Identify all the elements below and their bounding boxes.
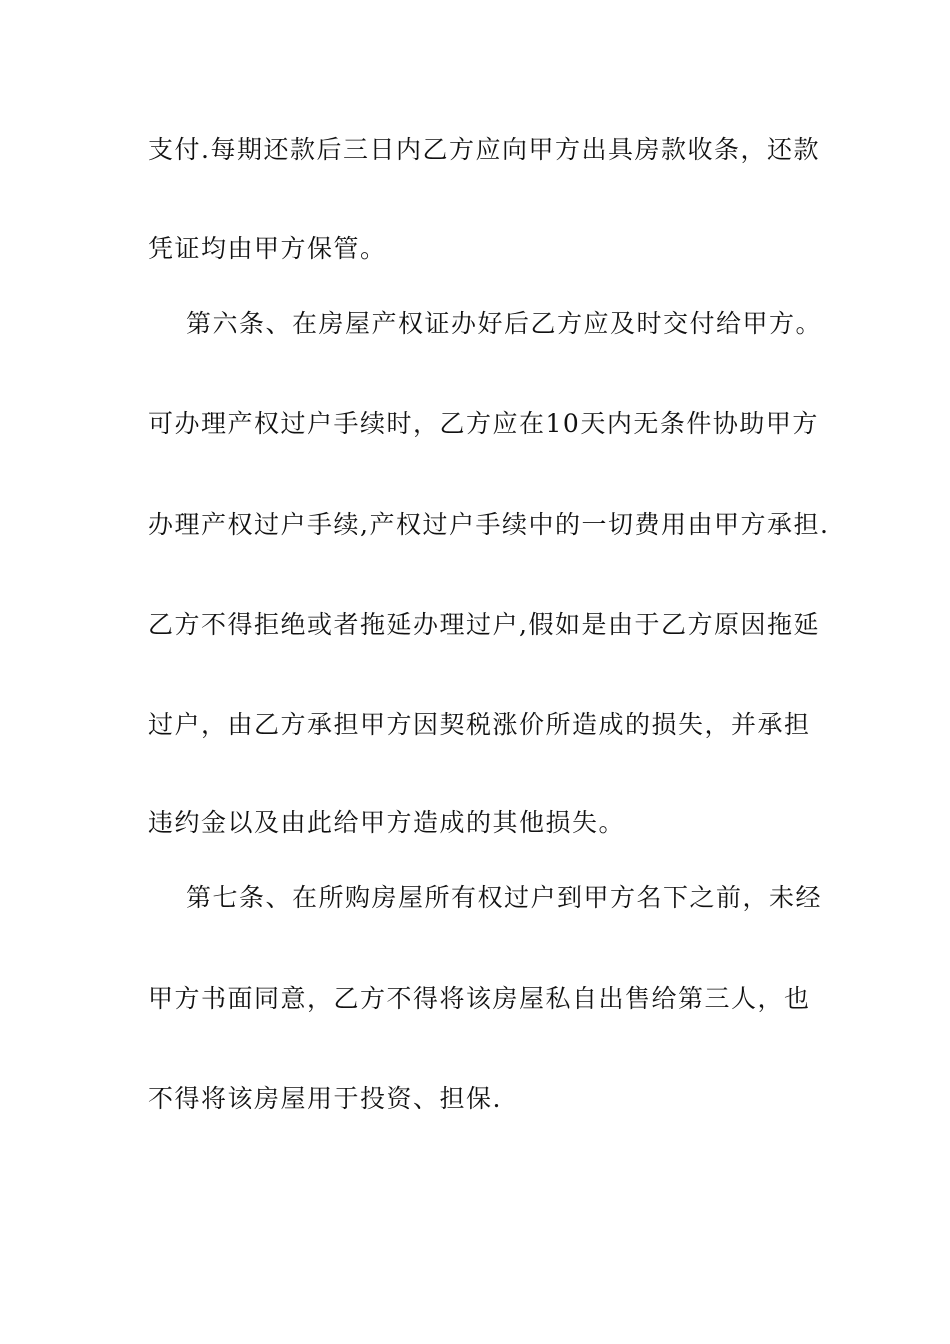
article-6-line-1: 第六条、在房屋产权证办好后乙方应及时交付给甲方。 [186, 309, 823, 338]
article-7-line-1: 第七条、在所购房屋所有权过户到甲方名下之前，未经 [186, 883, 823, 912]
paragraph-line-2: 凭证均由甲方保管。 [148, 234, 387, 263]
article-6-line-2: 可办理产权过户手续时，乙方应在10天内无条件协助甲方 [148, 409, 819, 438]
paragraph-line-1: 支付.每期还款后三日内乙方应向甲方出具房款收条，还款 [148, 135, 820, 164]
article-7-line-3: 不得将该房屋用于投资、担保. [148, 1084, 502, 1113]
article-7-line-2: 甲方书面同意，乙方不得将该房屋私自出售给第三人，也 [148, 984, 811, 1013]
article-6-line-5: 过户，由乙方承担甲方因契税涨价所造成的损失，并承担 [148, 710, 811, 739]
article-6-line-6: 违约金以及由此给甲方造成的其他损失。 [148, 808, 626, 837]
article-6-line-4: 乙方不得拒绝或者拖延办理过户,假如是由于乙方原因拖延 [148, 610, 820, 639]
article-6-line-3: 办理产权过户手续,产权过户手续中的一切费用由甲方承担. [148, 510, 830, 539]
